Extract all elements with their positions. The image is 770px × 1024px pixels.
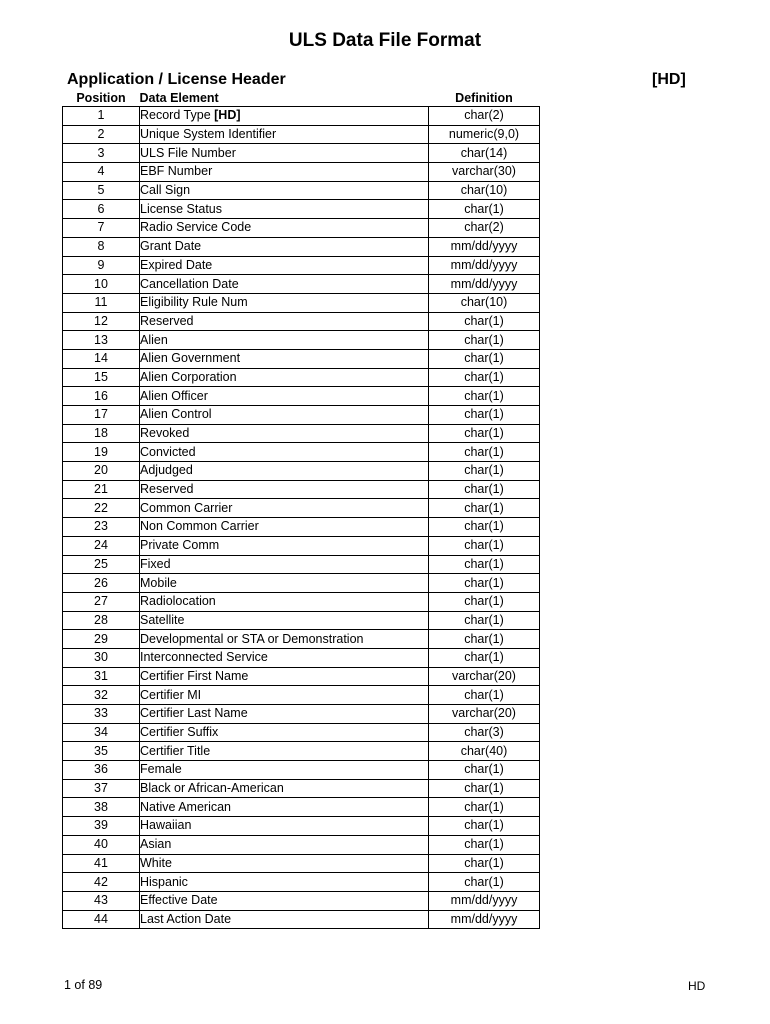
cell-position: 40 (63, 835, 140, 854)
cell-definition: char(1) (429, 518, 540, 537)
cell-definition: char(1) (429, 798, 540, 817)
data-element-name: Certifier First Name (140, 668, 249, 683)
table-row (63, 237, 540, 256)
table-row (63, 462, 540, 481)
cell-data-element (140, 835, 429, 854)
cell-data-element (140, 873, 429, 892)
cell-position: 22 (63, 499, 140, 518)
data-element-name: Radiolocation (140, 594, 216, 609)
data-element-name: Asian (140, 837, 172, 852)
cell-data-element (140, 368, 429, 387)
cell-definition: char(1) (429, 761, 540, 780)
cell-data-element (140, 686, 429, 705)
table-row (63, 125, 540, 144)
data-element-name: Reserved (140, 482, 194, 497)
cell-definition: numeric(9,0) (429, 125, 540, 144)
cell-definition: char(1) (429, 817, 540, 836)
cell-data-element (140, 555, 429, 574)
cell-data-element (140, 237, 429, 256)
table-row (63, 648, 540, 667)
cell-position: 28 (63, 611, 140, 630)
data-element-name: Fixed (140, 556, 171, 571)
cell-position: 15 (63, 368, 140, 387)
data-element-name: Effective Date (140, 893, 218, 908)
cell-data-element (140, 761, 429, 780)
data-element-name: Non Common Carrier (140, 519, 259, 534)
data-element-name: Satellite (140, 612, 185, 627)
cell-data-element (140, 256, 429, 275)
cell-position: 6 (63, 200, 140, 219)
cell-definition: char(14) (429, 144, 540, 163)
cell-data-element (140, 406, 429, 425)
cell-definition: char(1) (429, 387, 540, 406)
cell-position: 37 (63, 779, 140, 798)
table-row (63, 499, 540, 518)
cell-position: 25 (63, 555, 140, 574)
cell-position: 3 (63, 144, 140, 163)
table-row (63, 107, 540, 126)
cell-definition: char(2) (429, 107, 540, 126)
cell-position: 38 (63, 798, 140, 817)
cell-definition: varchar(20) (429, 705, 540, 724)
footer-record-code: HD (688, 979, 706, 993)
cell-definition: char(1) (429, 499, 540, 518)
cell-position: 21 (63, 480, 140, 499)
cell-position: 39 (63, 817, 140, 836)
column-header-position: Position (76, 90, 126, 105)
cell-position: 32 (63, 686, 140, 705)
cell-definition: char(1) (429, 835, 540, 854)
cell-definition: varchar(30) (429, 163, 540, 182)
data-element-name: Certifier Last Name (140, 706, 248, 721)
table-row (63, 181, 540, 200)
data-element-name: Radio Service Code (140, 220, 252, 235)
cell-position: 1 (63, 107, 140, 126)
table-row (63, 312, 540, 331)
cell-data-element (140, 705, 429, 724)
data-element-name: Alien (140, 332, 168, 347)
cell-definition: char(1) (429, 779, 540, 798)
data-element-name: Private Comm (140, 538, 220, 553)
table-row (63, 443, 540, 462)
cell-definition: char(1) (429, 592, 540, 611)
cell-position: 41 (63, 854, 140, 873)
cell-data-element (140, 107, 429, 126)
table-body (63, 107, 540, 929)
table-row (63, 723, 540, 742)
page-title: ULS Data File Format (288, 30, 482, 51)
cell-data-element (140, 817, 429, 836)
data-element-name: Alien Government (140, 351, 241, 366)
cell-position: 18 (63, 424, 140, 443)
table-row (63, 349, 540, 368)
cell-definition: char(1) (429, 462, 540, 481)
data-element-name: Hawaiian (140, 818, 192, 833)
cell-position: 14 (63, 349, 140, 368)
cell-data-element (140, 163, 429, 182)
data-element-name: Convicted (140, 444, 196, 459)
cell-position: 26 (63, 574, 140, 593)
cell-data-element (140, 891, 429, 910)
table-row (63, 742, 540, 761)
cell-position: 44 (63, 910, 140, 929)
cell-definition: char(1) (429, 480, 540, 499)
cell-data-element (140, 331, 429, 350)
table-row (63, 293, 540, 312)
cell-position: 27 (63, 592, 140, 611)
table-row (63, 480, 540, 499)
table-row (63, 854, 540, 873)
cell-position: 33 (63, 705, 140, 724)
cell-definition: char(1) (429, 611, 540, 630)
cell-position: 12 (63, 312, 140, 331)
table-row (63, 256, 540, 275)
cell-position: 20 (63, 462, 140, 481)
data-element-name: Mobile (140, 575, 177, 590)
cell-definition: char(2) (429, 219, 540, 238)
cell-definition: char(1) (429, 443, 540, 462)
cell-definition: mm/dd/yyyy (429, 275, 540, 294)
cell-position: 29 (63, 630, 140, 649)
table-row (63, 592, 540, 611)
table-row (63, 387, 540, 406)
cell-data-element (140, 181, 429, 200)
cell-data-element (140, 387, 429, 406)
cell-data-element (140, 798, 429, 817)
data-element-name: Alien Control (140, 407, 212, 422)
cell-position: 23 (63, 518, 140, 537)
data-element-name: Alien Corporation (140, 369, 237, 384)
table-row (63, 630, 540, 649)
cell-definition: char(1) (429, 630, 540, 649)
cell-definition: char(1) (429, 331, 540, 350)
cell-definition: char(1) (429, 574, 540, 593)
cell-definition: char(1) (429, 686, 540, 705)
cell-definition: mm/dd/yyyy (429, 910, 540, 929)
cell-definition: char(3) (429, 723, 540, 742)
table-row (63, 163, 540, 182)
table-row (63, 611, 540, 630)
cell-definition: char(1) (429, 200, 540, 219)
section-heading: Application / License Header (67, 71, 286, 88)
table-row (63, 200, 540, 219)
cell-position: 16 (63, 387, 140, 406)
cell-definition: char(1) (429, 406, 540, 425)
table-row (63, 406, 540, 425)
table-row (63, 518, 540, 537)
cell-data-element (140, 518, 429, 537)
cell-definition: char(1) (429, 312, 540, 331)
data-element-name: Reserved (140, 313, 194, 328)
page-number: 1 of 89 (64, 978, 103, 992)
cell-data-element (140, 667, 429, 686)
cell-data-element (140, 275, 429, 294)
data-element-name: Certifier MI (140, 687, 202, 702)
table-row (63, 779, 540, 798)
data-element-name: Female (140, 762, 182, 777)
cell-definition: char(1) (429, 873, 540, 892)
data-element-name: Revoked (140, 426, 190, 441)
cell-data-element (140, 648, 429, 667)
cell-definition: char(1) (429, 854, 540, 873)
table-row (63, 910, 540, 929)
table-row (63, 891, 540, 910)
table-header-row (63, 89, 540, 107)
data-element-name: Hispanic (140, 874, 188, 889)
cell-position: 35 (63, 742, 140, 761)
cell-data-element (140, 779, 429, 798)
table-row (63, 873, 540, 892)
data-element-name: Last Action Date (140, 911, 232, 926)
data-element-name: ULS File Number (140, 145, 236, 160)
cell-data-element (140, 611, 429, 630)
cell-data-element (140, 200, 429, 219)
cell-data-element (140, 480, 429, 499)
record-type-tag: [HD] (652, 71, 686, 88)
data-element-name: Native American (140, 799, 232, 814)
data-element-name: Developmental or STA or Demonstration (140, 631, 364, 646)
table-row (63, 331, 540, 350)
table-row (63, 368, 540, 387)
cell-position: 7 (63, 219, 140, 238)
cell-definition: varchar(20) (429, 667, 540, 686)
cell-definition: char(1) (429, 648, 540, 667)
cell-definition: char(10) (429, 293, 540, 312)
cell-definition: mm/dd/yyyy (429, 256, 540, 275)
table-row (63, 835, 540, 854)
data-element-name: Certifier Suffix (140, 725, 219, 740)
cell-data-element (140, 854, 429, 873)
cell-position: 24 (63, 536, 140, 555)
cell-position: 8 (63, 237, 140, 256)
table-row (63, 667, 540, 686)
data-element-name: Call Sign (140, 183, 191, 198)
cell-position: 34 (63, 723, 140, 742)
column-header-data-element: Data Element (139, 90, 219, 105)
cell-position: 10 (63, 275, 140, 294)
data-element-name: Alien Officer (140, 388, 208, 403)
table-row (63, 144, 540, 163)
cell-position: 4 (63, 163, 140, 182)
cell-position: 31 (63, 667, 140, 686)
cell-definition: char(1) (429, 536, 540, 555)
cell-definition: char(40) (429, 742, 540, 761)
format-table (62, 89, 540, 929)
table-row (63, 219, 540, 238)
cell-definition: char(1) (429, 555, 540, 574)
data-element-code: [HD] (214, 108, 241, 123)
cell-definition: mm/dd/yyyy (429, 237, 540, 256)
data-element-name: Interconnected Service (140, 650, 268, 665)
cell-position: 2 (63, 125, 140, 144)
data-element-name: Expired Date (140, 257, 213, 272)
cell-data-element (140, 443, 429, 462)
cell-data-element (140, 536, 429, 555)
cell-data-element (140, 592, 429, 611)
cell-position: 9 (63, 256, 140, 275)
cell-data-element (140, 293, 429, 312)
data-element-name: Common Carrier (140, 500, 233, 515)
data-element-name: Grant Date (140, 239, 202, 254)
table-row (63, 686, 540, 705)
data-element-name: Black or African-American (140, 781, 284, 796)
data-element-name: EBF Number (140, 164, 213, 179)
cell-data-element (140, 723, 429, 742)
data-element-name: Eligibility Rule Num (140, 295, 248, 310)
cell-data-element (140, 312, 429, 331)
cell-definition: char(1) (429, 368, 540, 387)
cell-data-element (140, 144, 429, 163)
data-element-name: Adjudged (140, 463, 193, 478)
cell-data-element (140, 424, 429, 443)
table-row (63, 536, 540, 555)
cell-data-element (140, 219, 429, 238)
table-row (63, 275, 540, 294)
table-row (63, 817, 540, 836)
cell-definition: char(1) (429, 349, 540, 368)
cell-position: 13 (63, 331, 140, 350)
cell-position: 11 (63, 293, 140, 312)
cell-position: 36 (63, 761, 140, 780)
cell-data-element (140, 349, 429, 368)
cell-data-element (140, 499, 429, 518)
data-element-name: Record Type (140, 108, 215, 123)
cell-position: 42 (63, 873, 140, 892)
data-element-name: License Status (140, 201, 222, 216)
data-element-name: White (140, 855, 172, 870)
table-row (63, 424, 540, 443)
cell-data-element (140, 574, 429, 593)
cell-position: 19 (63, 443, 140, 462)
table-row (63, 761, 540, 780)
table-row (63, 705, 540, 724)
cell-data-element (140, 462, 429, 481)
cell-data-element (140, 910, 429, 929)
table-row (63, 574, 540, 593)
cell-definition: char(1) (429, 424, 540, 443)
cell-data-element (140, 125, 429, 144)
data-element-name: Cancellation Date (140, 276, 239, 291)
table-row (63, 798, 540, 817)
cell-data-element (140, 742, 429, 761)
cell-position: 5 (63, 181, 140, 200)
cell-data-element (140, 630, 429, 649)
table-row (63, 555, 540, 574)
data-element-name: Unique System Identifier (140, 127, 277, 142)
cell-definition: mm/dd/yyyy (429, 891, 540, 910)
data-element-name: Certifier Title (140, 743, 211, 758)
cell-position: 30 (63, 648, 140, 667)
column-header-definition: Definition (455, 90, 513, 105)
cell-position: 17 (63, 406, 140, 425)
cell-position: 43 (63, 891, 140, 910)
cell-definition: char(10) (429, 181, 540, 200)
